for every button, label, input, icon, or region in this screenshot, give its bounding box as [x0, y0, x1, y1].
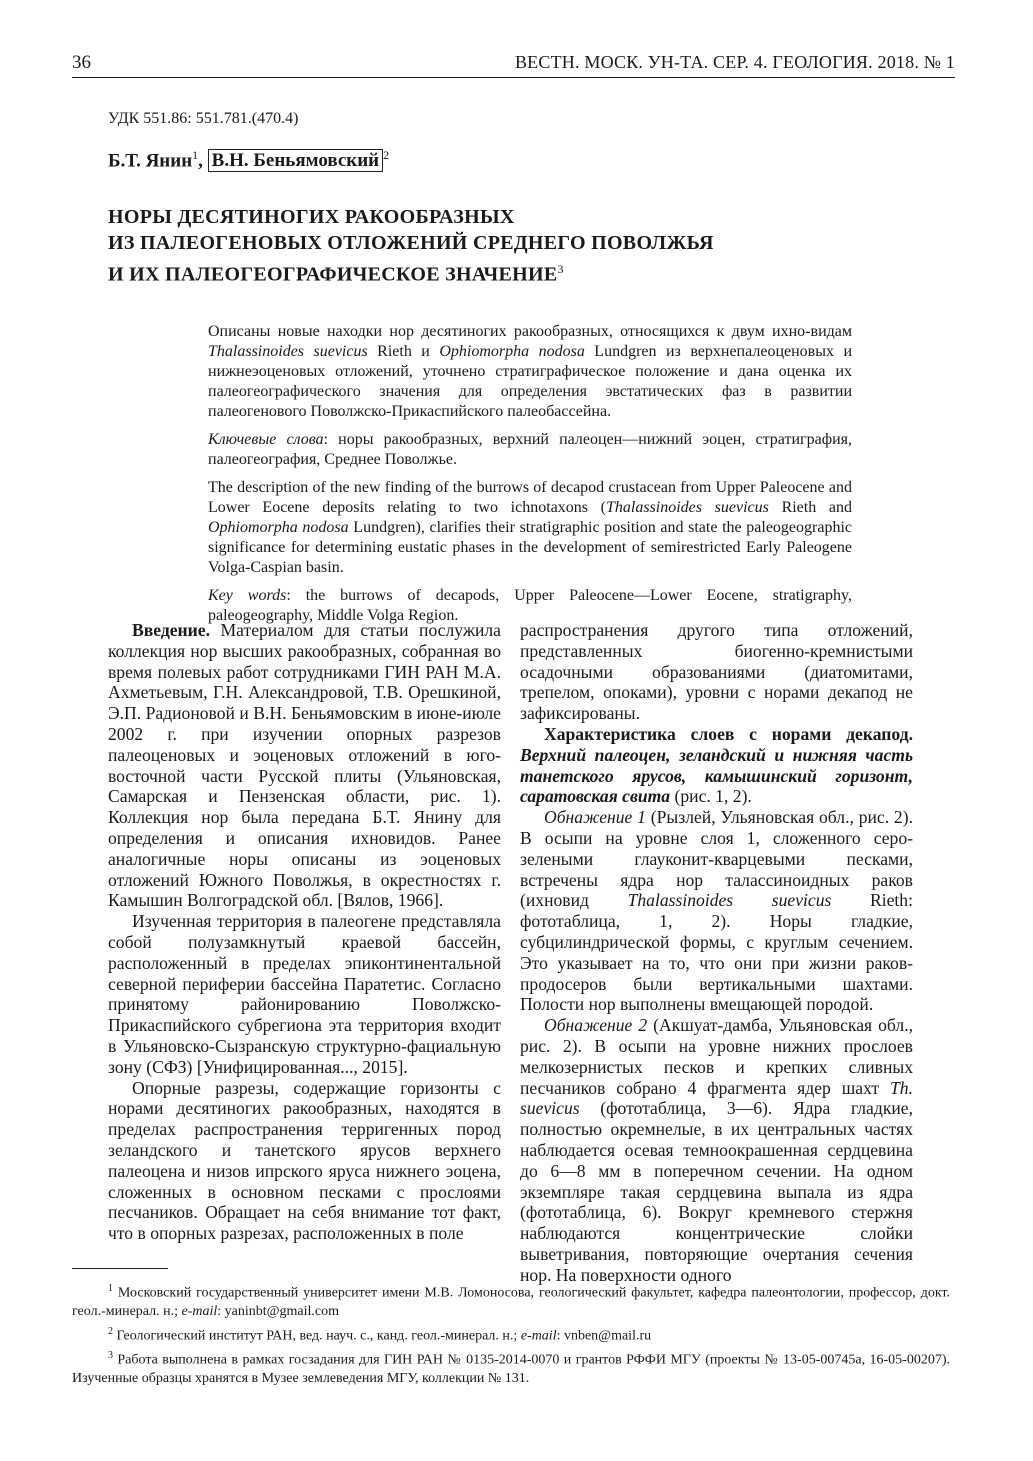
outcrop-2-species: Th. suevicus — [520, 1077, 913, 1119]
keywords-en-text: : the burrows of decapods, Upper Paleocene—Lower Eocene, stratigraphy, paleogeography, Middle Volga Region. — [208, 587, 853, 624]
keywords-ru-label: Ключевые слова — [208, 431, 324, 448]
abstract-en-text-1: The description of the new finding of the burrows of decapod crustacean from Upper Paleocene and Lower Eocene deposits relating to two ichnotaxons ( — [208, 479, 852, 516]
abstract-english — [208, 478, 852, 578]
keywords-ru-text: : норы ракообразных, верхний палеоцен—нижний эоцен, стратиграфия, палеогеография, Среднее Поволжье. — [208, 431, 852, 468]
layers-heading: Характеристика слоев с норами декапод. — [544, 723, 913, 744]
header-rule — [72, 77, 955, 78]
page-number: 36 — [72, 52, 91, 73]
species-ophiomorpha: Ophiomorpha nodosa — [439, 343, 585, 360]
authors-line — [108, 148, 389, 172]
paragraph-layer-characteristics — [520, 724, 913, 807]
outcrop-2-text-b: (фототаблица, 3—6). Ядра гладкие, полностью окремнелые, в их центральных частях наблюдается осевая темноокрашенная сердцевина до 6—8 мм в поперечном сечении. На одном экземпляре такая сердцевина выпала из ядра (фототаблица, 6). Вокруг кремневого стержня наблюдаются концентрические слойки выветривания, повторяющие очертания сечения нор. На поверхности одного — [520, 1098, 913, 1285]
author-1: Б.Т. Янин — [108, 150, 193, 172]
species-ophiomorpha-en: Ophiomorpha nodosa — [208, 519, 349, 536]
abstract-en-text-3: Lundgren), clarifies their stratigraphic position and state the paleogeographic significance for determining eustatic phases in the development of semirestricted Early Paleogene Volga-Caspian basin. — [208, 519, 852, 576]
footnote-2-text: Геологический институт РАН, вед. науч. с., канд. геол.-минерал. н.; — [113, 1328, 521, 1344]
species-thalassinoides: Thalassinoides suevicus — [208, 343, 368, 360]
body-column-left — [108, 620, 501, 1244]
outcrop-1-text-b: Rieth: фототаблица, 1, 2). Норы гладкие, субцилиндрической формы, с круглым сечением. Это указывает на то, что они при жизни раков-продосеров были вертикальными шахтами. Полости нор выполнены вмещающей породой. — [520, 890, 913, 1015]
footnote-2-email: : vnben@mail.ru — [556, 1328, 652, 1344]
introduction-heading: Введение. — [132, 620, 211, 640]
keywords-en-label: Key words — [208, 587, 287, 604]
body-column-right — [520, 620, 913, 1286]
paragraph-territory: Изученная территория в палеогене представляла собой полузамкнутый краевой бассейн, расположенный в пределах эпиконтинентальной северной периферии бассейна Паратетис. Согласно принятому районированию Поволжско-Прикаспийского субрегиона эта территория входит в Ульяновско-Сызранскую структурно-фациальную зону (СФЗ) [Унифицированная..., 2015]. — [108, 911, 501, 1077]
footnote-1-email-label: e-mail — [181, 1303, 218, 1319]
article-title — [108, 204, 888, 288]
abstract-russian — [208, 322, 852, 422]
author-2-boxed: В.Н. Беньямовский — [208, 149, 383, 172]
keywords-russian — [208, 430, 852, 470]
abstract-block — [208, 322, 852, 634]
stratigraphic-units: Верхний палеоцен, зеландский и нижняя часть танетского ярусов, камышинский горизонт, саратовская свита — [520, 744, 913, 807]
footnote-1 — [72, 1280, 950, 1321]
paragraph-sections: Опорные разрезы, содержащие горизонты с норами десятиногих ракообразных, находятся в пределах распространения терригенных пород зеландского и танетского ярусов верхнего палеоцена и низов ипрского яруса нижнего эоцена, сложенных в основном песками с прослоями песчаников. Обращает на себя внимание тот факт, что в опорных разрезах, расположенных в поле — [108, 1077, 501, 1244]
footnotes — [72, 1280, 950, 1390]
footnote-2 — [72, 1323, 950, 1346]
outcrop-1-text-a: (Рызлей, Ульяновская обл., рис. 2). В осыпи на уровне слоя 1, сложенного серо-зелеными глауконит-кварцевыми песками, встречены ядра нор талассиноидных раков (ихновид — [520, 807, 913, 911]
paragraph-introduction — [108, 620, 501, 911]
title-line-1: НОРЫ ДЕСЯТИНОГИХ РАКООБРАЗНЫХ — [108, 206, 515, 228]
footnote-1-mark: 1 — [108, 1283, 113, 1294]
abstract-ru-text-3: Lundgren из верхнепалеоценовых и нижнеэоценовых отложений, уточнено стратиграфическое положение и дана оценка их палеогеографического значения для определения эвстатических фаз в развитии палеогенового Поволжско-Прикаспийского палеобассейна. — [208, 343, 853, 420]
udc-code: УДК 551.86: 551.781.(470.4) — [108, 110, 299, 127]
footnote-3-text: Работа выполнена в рамках госзадания для ГИН РАН № 0135-2014-0070 и грантов РФФИ МГУ (проекты № 13-05-00745а, 16-05-00207). Изученные образцы хранятся в Музее землеведения МГУ, коллекции № 131. — [72, 1352, 950, 1386]
title-line-2: ИЗ ПАЛЕОГЕНОВЫХ ОТЛОЖЕНИЙ СРЕДНЕГО ПОВОЛЖЬЯ — [108, 232, 714, 254]
footnote-2-email-label: e-mail — [520, 1328, 557, 1344]
abstract-ru-text-2: Rieth и — [367, 343, 440, 360]
footnote-3-mark: 3 — [108, 1350, 113, 1362]
footnote-2-mark: 2 — [108, 1325, 113, 1337]
species-thalassinoides-en: Thalassinoides suevicus — [605, 499, 769, 516]
author-separator: , — [198, 150, 208, 172]
footnote-3 — [72, 1347, 950, 1388]
outcrop-2-label: Обнажение 2 — [544, 1015, 648, 1036]
footnote-1-text: Московский государственный университет имени М.В. Ломоносова, геологический факультет, кафедра палеонтологии, профессор, докт. геол.-минерал. н.; — [72, 1285, 950, 1319]
outcrop-1-species: Thalassinoides suevicus — [627, 890, 832, 911]
paragraph-outcrop-2 — [520, 1015, 913, 1285]
abstract-ru-text-1: Описаны новые находки нор десятиногих ракообразных, относящихся к двум ихно-видам — [208, 323, 852, 340]
title-line-3-text: И ИХ ПАЛЕОГЕОГРАФИЧЕСКОЕ ЗНАЧЕНИЕ — [108, 263, 558, 286]
outcrop-2-text-a: (Акшуат-дамба, Ульяновская обл., рис. 2). В осыпи на уровне нижних прослоев мелкозернистых песков и крепких сливных песчаников собрано 4 фрагмента ядер шахт — [520, 1015, 913, 1098]
footnote-1-email: : yaninbt@gmail.com — [217, 1303, 340, 1319]
title-footnote-mark: 3 — [557, 262, 564, 276]
outcrop-1-label: Обнажение 1 — [544, 807, 646, 828]
introduction-text: Материалом для статьи послужила коллекция нор высших ракообразных, собранная во время полевых работ сотрудниками ГИН РАН М.А. Ахметьевым, Г.Н. Александровой, Т.В. Орешкиной, Э.П. Радионовой и В.Н. Беньямовским в июне-июле 2002 г. при изучении опорных разрезов палеоценовых и эоценовых отложений в юго-восточной части Русской плиты (Ульяновская, Самарская и Пензенская области, рис. 1). Коллекция нор была передана Б.Т. Янину для определения и описания ихновидов. Ранее аналогичные норы описаны из эоценовых отложений Южного Поволжья, в окрестностях г. Камышин Волгоградской обл. [Вялов, 1966]. — [108, 620, 501, 911]
running-header: ВЕСТН. МОСК. УН-ТА. СЕР. 4. ГЕОЛОГИЯ. 2018. № 1 — [514, 52, 955, 72]
author-1-affiliation-mark: 1 — [192, 148, 199, 162]
paragraph-outcrop-1 — [520, 807, 913, 1015]
abstract-en-text-2: Rieth and — [768, 499, 853, 516]
author-2-affiliation-mark: 2 — [383, 148, 390, 162]
paragraph-continuation: распространения другого типа отложений, представленных биогенно-кремнистыми осадочными образованиями (диатомитами, трепелом, опоками), уровни с норами декапод не зафиксированы. — [520, 620, 913, 724]
layers-figure-ref: (рис. 1, 2). — [670, 786, 752, 807]
title-line-3 — [108, 256, 888, 288]
footnote-rule — [72, 1268, 168, 1269]
